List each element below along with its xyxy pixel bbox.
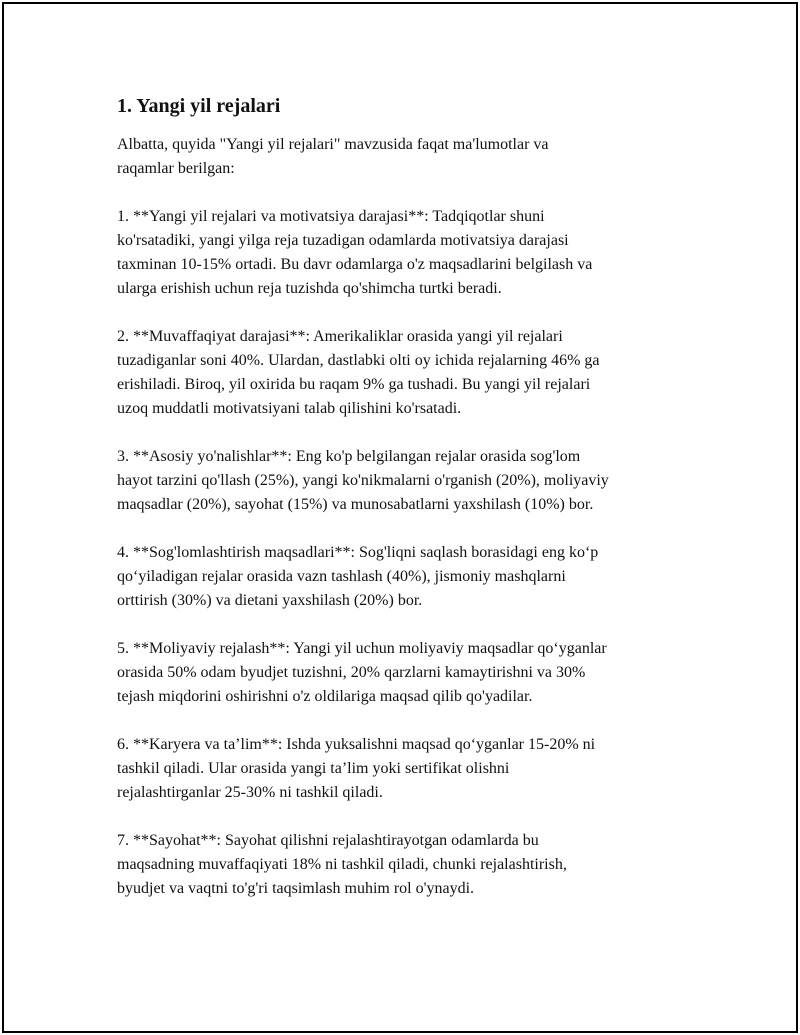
- document-body: [117, 92, 717, 925]
- document-title: 1. Yangi yil rejalari: [117, 95, 281, 117]
- paragraph-travel: 7. **Sayohat**: Sayohat qilishni rejalashtirayotgan odamlarda bu maqsadning muvaffaqiyati 18% ni tashkil qiladi, chunki rejalashtirish, byudjet va vaqtni to'g'ri taqsimlash muhim rol o'ynaydi.: [117, 832, 567, 897]
- paragraph-financial-planning: 5. **Moliyaviy rejalash**: Yangi yil uchun moliyaviy maqsadlar qo‘yganlar orasida 50% odam byudjet tuzishni, 20% qarzlarni kamaytirishni va 30% tejash miqdorini oshirishni o'z oldilariga maqsad qilib qo'yadilar.: [117, 640, 607, 705]
- paragraph-health-goals: 4. **Sog'lomlashtirish maqsadlari**: Sog'liqni saqlash borasidagi eng ko‘p qo‘yiladigan rejalar orasida vazn tashlash (40%), jismoniy mashqlarni orttirish (30%) va dietani yaxshilash (20%) bor.: [117, 544, 599, 609]
- intro-paragraph: Albatta, quyida "Yangi yil rejalari" mavzusida faqat ma'lumotlar va raqamlar berilgan:: [117, 136, 549, 177]
- paragraph-motivation: 1. **Yangi yil rejalari va motivatsiya darajasi**: Tadqiqotlar shuni ko'rsatadiki, yangi yilga reja tuzadigan odamlarda motivatsiya darajasi taxminan 10-15% ortadi. Bu davr odamlarga o'z maqsadlarini belgilash va ularga erishish uchun reja tuzishda qo'shimcha turtki beradi.: [117, 208, 593, 297]
- paragraph-career-education: 6. **Karyera va ta’lim**: Ishda yuksalishni maqsad qo‘yganlar 15-20% ni tashkil qiladi. Ular orasida yangi ta’lim yoki sertifikat olishni rejalashtirganlar 25-30% ni tashkil qiladi.: [117, 736, 596, 801]
- paragraph-success-rate: 2. **Muvaffaqiyat darajasi**: Amerikaliklar orasida yangi yil rejalari tuzadiganlar soni 40%. Ulardan, dastlabki olti oy ichida rejalarning 46% ga erishiladi. Biroq, yil oxirida bu raqam 9% ga tushadi. Bu yangi yil rejalari uzoq muddatli motivatsiyani talab qilishini ko'rsatadi.: [117, 328, 600, 417]
- paragraph-main-directions: 3. **Asosiy yo'nalishlar**: Eng ko'p belgilangan rejalar orasida sog'lom hayot tarzini qo'llash (25%), yangi ko'nikmalarni o'rganish (20%), moliyaviy maqsadlar (20%), sayohat (15%) va munosabatlarni yaxshilash (10%) bor.: [117, 448, 609, 513]
